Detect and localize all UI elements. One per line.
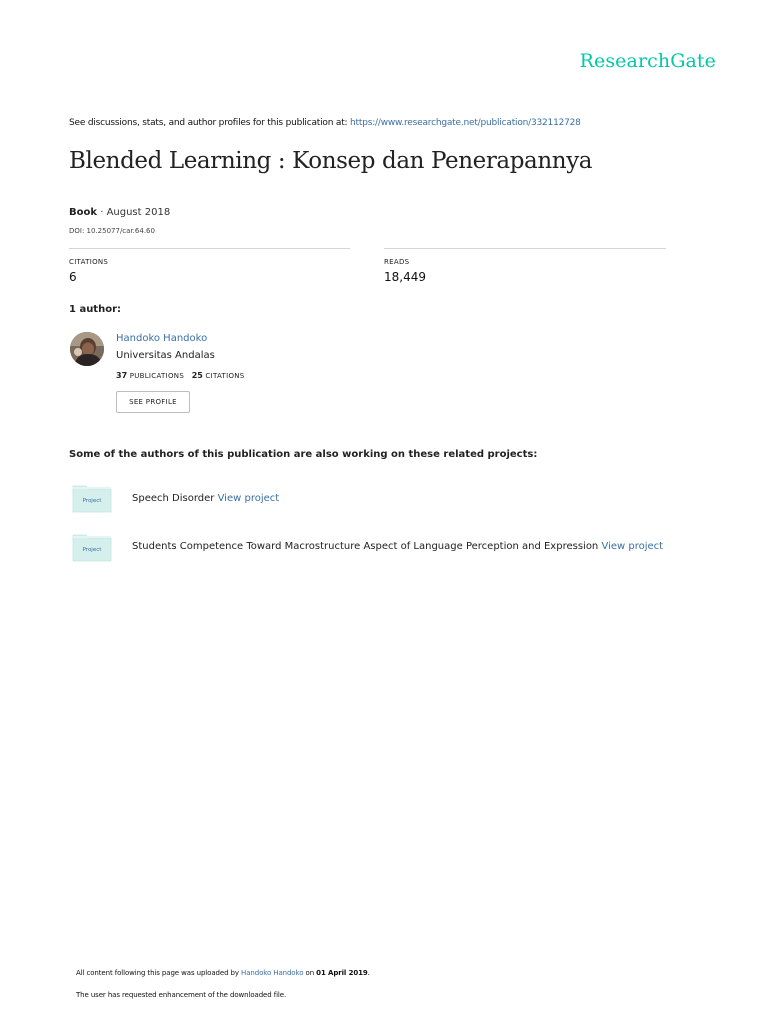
- authors-label: 1 author:: [69, 304, 122, 315]
- project-item: [132, 541, 663, 552]
- publication-type: Book: [69, 207, 98, 218]
- citations-divider: [69, 248, 350, 249]
- author-publications-count: 37: [116, 371, 128, 380]
- footer-author-link[interactable]: Handoko Handoko: [241, 969, 304, 977]
- avatar-photo-icon: [70, 332, 104, 366]
- author-stats: [116, 371, 245, 380]
- project-item[interactable]: [72, 483, 112, 517]
- footer-upload-date: 01 April 2019: [316, 969, 368, 977]
- author-institution: Universitas Andalas: [116, 350, 215, 361]
- project-name: Speech Disorder: [132, 493, 215, 504]
- author-name-link[interactable]: Handoko Handoko: [116, 333, 208, 344]
- view-project-link[interactable]: View project: [601, 541, 664, 552]
- researchgate-logo[interactable]: ResearchGate: [579, 50, 716, 72]
- project-folder-icon: [72, 532, 112, 562]
- see-profile-button[interactable]: SEE PROFILE: [116, 391, 190, 413]
- author-citations-label: CITATIONS: [205, 372, 245, 380]
- related-projects-label: Some of the authors of this publication are also working on these related projects:: [69, 449, 538, 460]
- reads-value: 18,449: [384, 270, 426, 284]
- view-project-link[interactable]: View project: [217, 493, 280, 504]
- project-item[interactable]: [72, 532, 112, 566]
- see-discussions-line: [69, 118, 581, 128]
- citations-label: CITATIONS: [69, 258, 109, 266]
- footer-on: on: [303, 969, 317, 977]
- footer-period: .: [367, 969, 370, 977]
- project-folder-icon: [72, 483, 112, 513]
- project-icon-label: Project: [82, 547, 102, 553]
- footer-uploaded-prefix: All content following this page was uploaded by: [76, 969, 242, 977]
- footer-uploaded-line: [76, 969, 370, 977]
- publication-date: August 2018: [106, 207, 171, 218]
- reads-divider: [384, 248, 666, 249]
- project-name: Students Competence Toward Macrostructure Aspect of Language Perception and Expression: [132, 541, 599, 552]
- publication-doi: DOI: 10.25077/car.64.60: [69, 227, 155, 235]
- project-icon-label: Project: [82, 498, 102, 504]
- see-discussions-text: See discussions, stats, and author profiles for this publication at:: [69, 118, 351, 128]
- date-separator: ·: [97, 207, 107, 218]
- reads-label: READS: [384, 258, 410, 266]
- author-citations-count: 25: [191, 371, 203, 380]
- publication-title: Blended Learning : Konsep dan Penerapannya: [69, 148, 593, 174]
- citations-value: 6: [69, 270, 77, 284]
- author-publications-label: PUBLICATIONS: [129, 372, 185, 380]
- author-avatar[interactable]: [70, 332, 104, 366]
- project-item: [132, 493, 279, 504]
- footer-enhancement-line: The user has requested enhancement of the downloaded file.: [76, 991, 287, 999]
- publication-url-link[interactable]: https://www.researchgate.net/publication/332112728: [350, 118, 581, 128]
- publication-info: [69, 207, 170, 218]
